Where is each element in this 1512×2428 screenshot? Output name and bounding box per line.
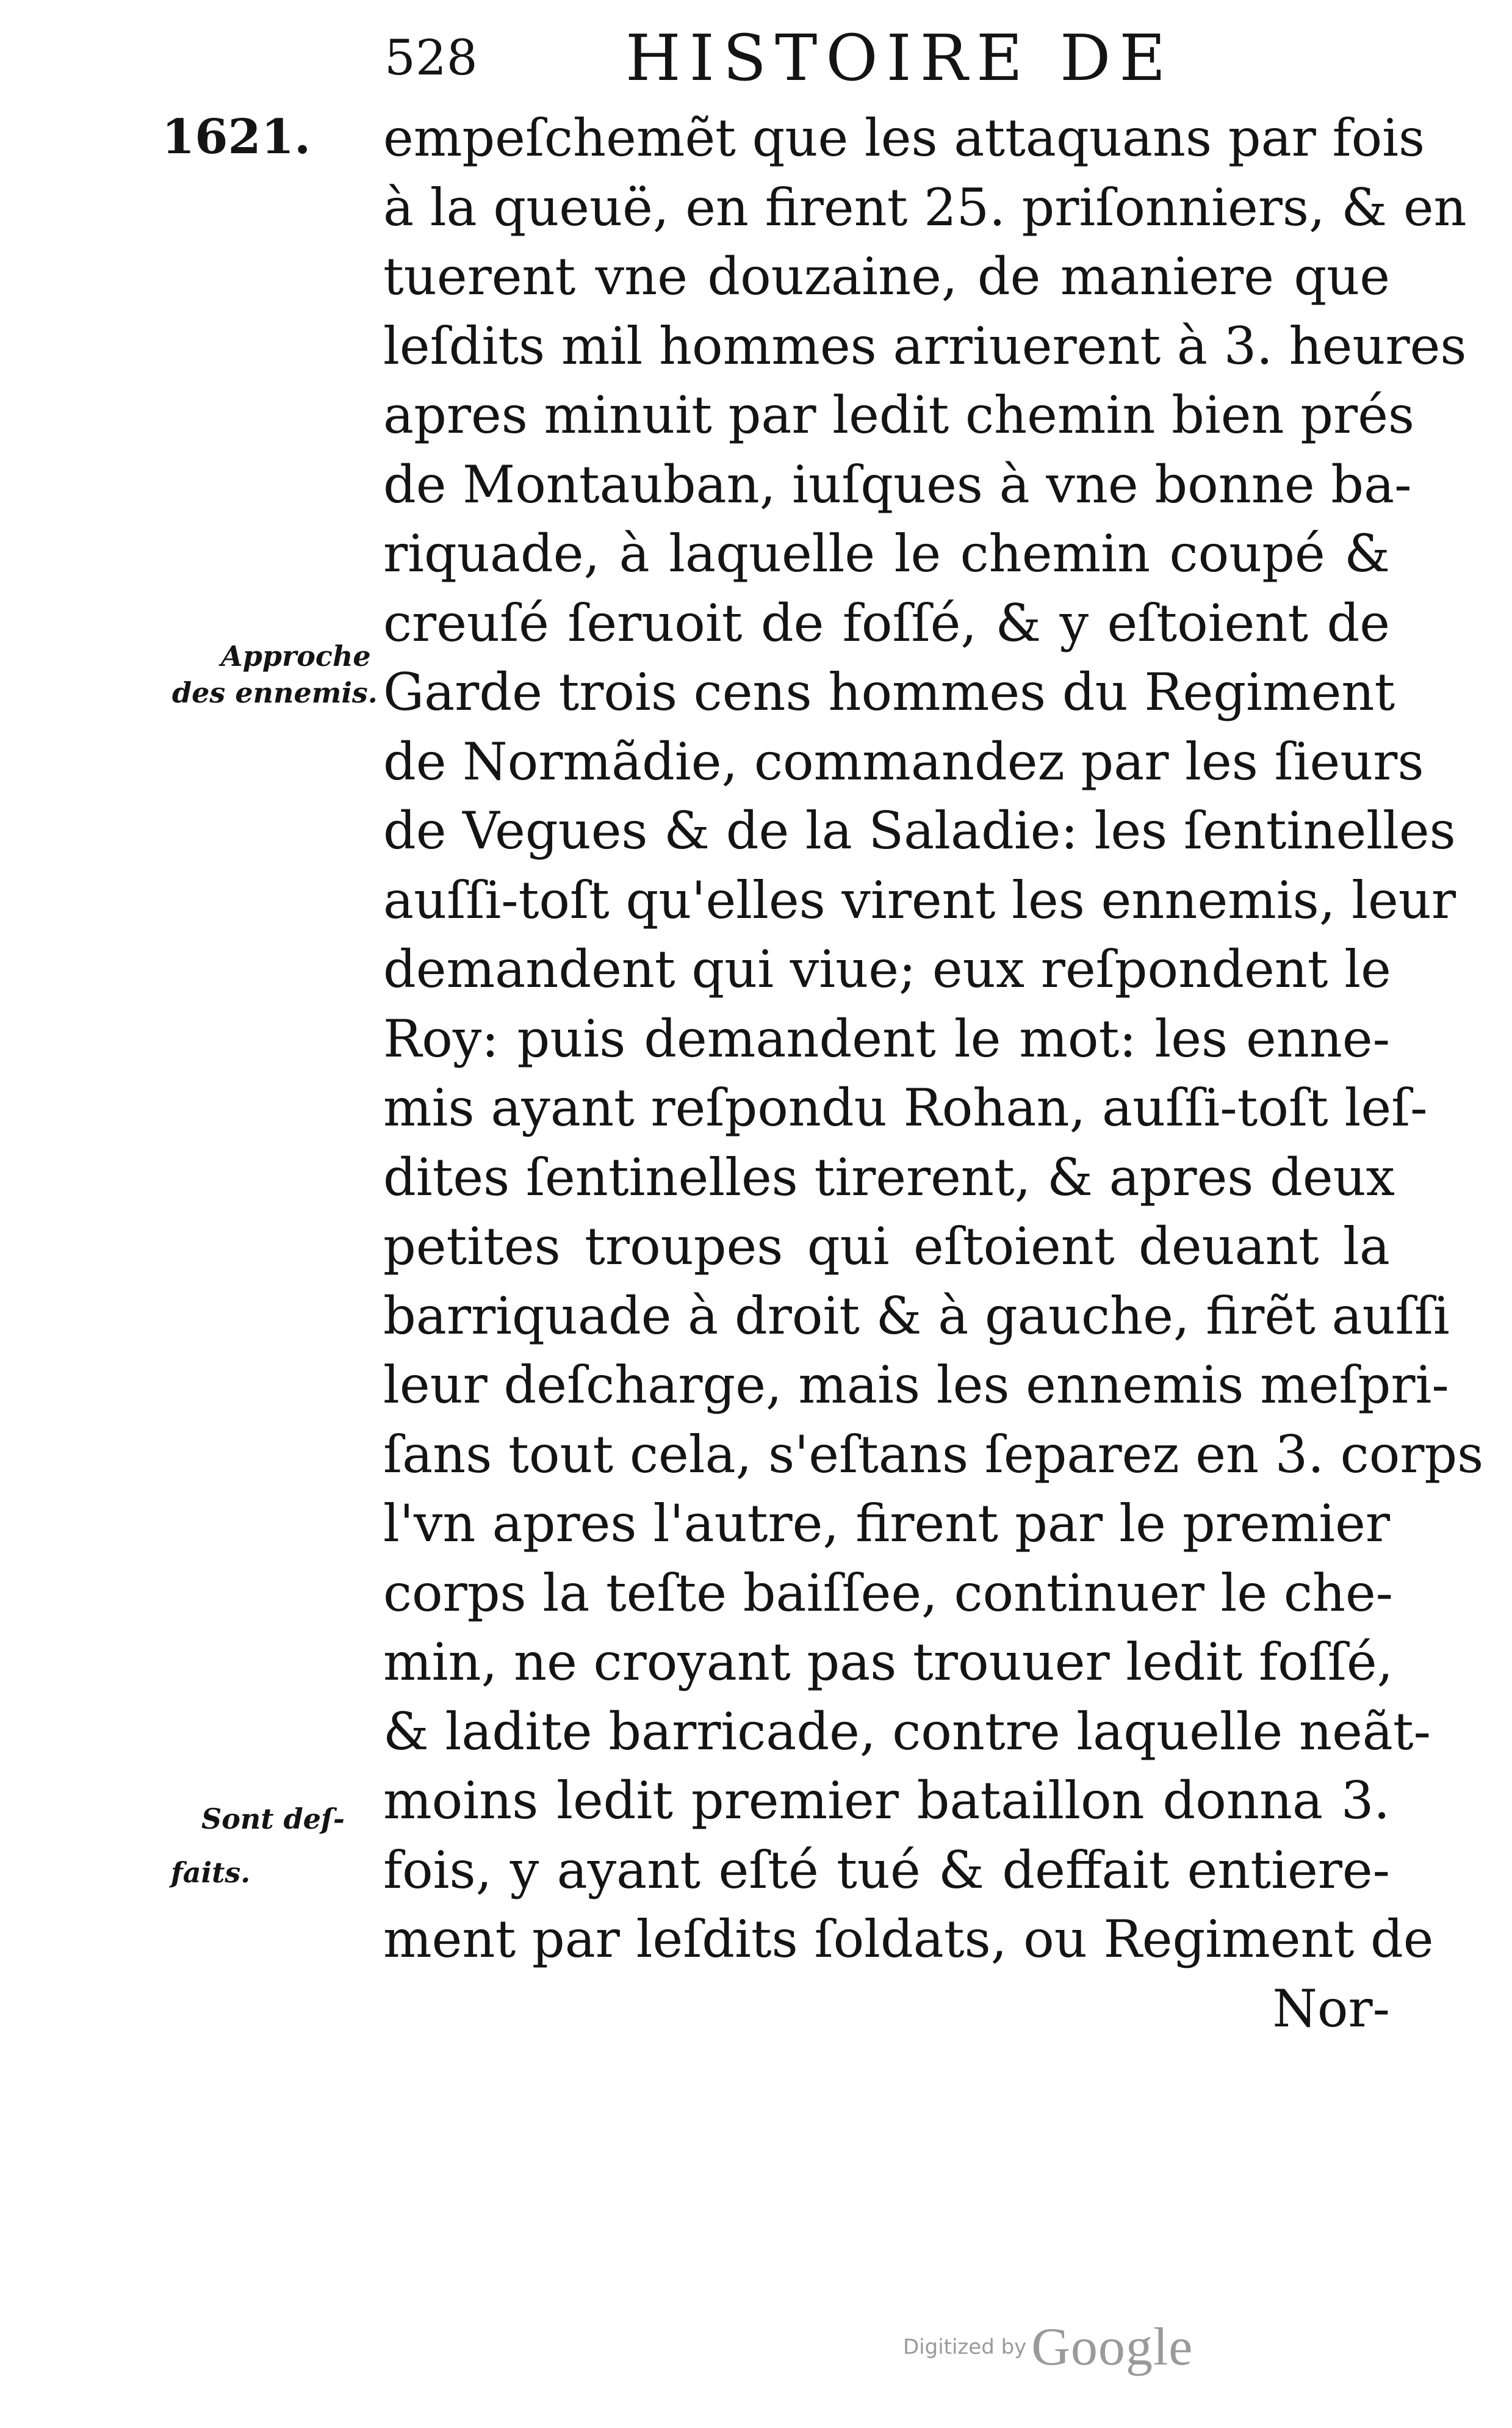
text-line: empeſchemẽt que les attaquans par fois — [383, 108, 1425, 168]
text-line: min, ne croyant pas trouuer ledit foſſé, — [383, 1632, 1394, 1692]
text-line: Roy: puis demandent le mot: les enne- — [383, 1008, 1390, 1069]
text-line: demandent qui viue; eux reſpondent le — [383, 939, 1391, 999]
text-line: creuſé ſeruoit de foſſé, & y eſtoient de — [383, 593, 1390, 653]
text-line: leur deſcharge, mais les ennemis meſpri- — [383, 1355, 1449, 1415]
text-line: barriquade à droit & à gauche, firẽt auſſi — [383, 1285, 1450, 1346]
margin-note-line: des ennemis. — [172, 676, 378, 709]
margin-note-line: Approche — [221, 640, 371, 673]
margin-note-deffaits — [171, 1801, 345, 1891]
digitized-watermark — [903, 2316, 1193, 2378]
text-line: ment par leſdits ſoldats, ou Regiment de — [383, 1909, 1434, 1969]
text-line: Garde trois cens hommes du Regiment — [383, 662, 1395, 722]
text-line: apres minuit par ledit chemin bien prés — [383, 385, 1415, 445]
page-number: 528 — [384, 29, 478, 86]
margin-note-line: Sont deſ- — [201, 1802, 345, 1835]
text-line: de Vegues & de la Saladie: les ſentinelles — [383, 801, 1456, 861]
text-line: dites ſentinelles tirerent, & apres deux — [383, 1147, 1395, 1207]
text-line: à la queuë, en firent 25. priſonniers, & en — [383, 177, 1467, 237]
margin-note-line: faits. — [171, 1856, 251, 1889]
text-line: tuerent vne douzaine, de maniere que — [383, 247, 1390, 306]
watermark-text: Digitized by — [903, 2335, 1027, 2360]
text-line: de Normãdie, commandez par les ſieurs — [383, 731, 1424, 792]
text-line: leſdits mil hommes arriuerent à 3. heures — [383, 316, 1467, 376]
text-line: fois, y ayant eſté tué & deffait entiere- — [383, 1840, 1390, 1900]
text-line: & ladite barricade, contre laquelle neãt- — [383, 1701, 1431, 1761]
body-text — [383, 104, 1484, 2043]
text-line: moins ledit premier bataillon donna 3. — [383, 1771, 1390, 1830]
margin-year: 1621. — [162, 109, 311, 165]
text-line: auſſi-toſt qu'elles virent les ennemis, leur — [383, 870, 1456, 930]
catchword: Nor- — [1272, 1978, 1390, 2039]
margin-note-approche — [172, 638, 378, 711]
text-line: ſans tout cela, s'eſtans ſeparez en 3. corps — [383, 1424, 1484, 1484]
text-line: l'vn apres l'autre, firent par le premier — [383, 1494, 1390, 1553]
running-title: HISTOIRE DE — [625, 21, 1175, 95]
text-line: petites troupes qui eſtoient deuant la — [383, 1216, 1390, 1276]
google-logo: Google — [1031, 2318, 1193, 2377]
text-line: mis ayant reſpondu Rohan, auſſi-toſt leſ- — [383, 1078, 1428, 1138]
text-line: riquade, à laquelle le chemin coupé & — [383, 524, 1390, 584]
text-line: corps la teſte baiſſee, continuer le che- — [383, 1563, 1394, 1623]
text-line: de Montauban, iuſques à vne bonne ba- — [383, 454, 1412, 515]
